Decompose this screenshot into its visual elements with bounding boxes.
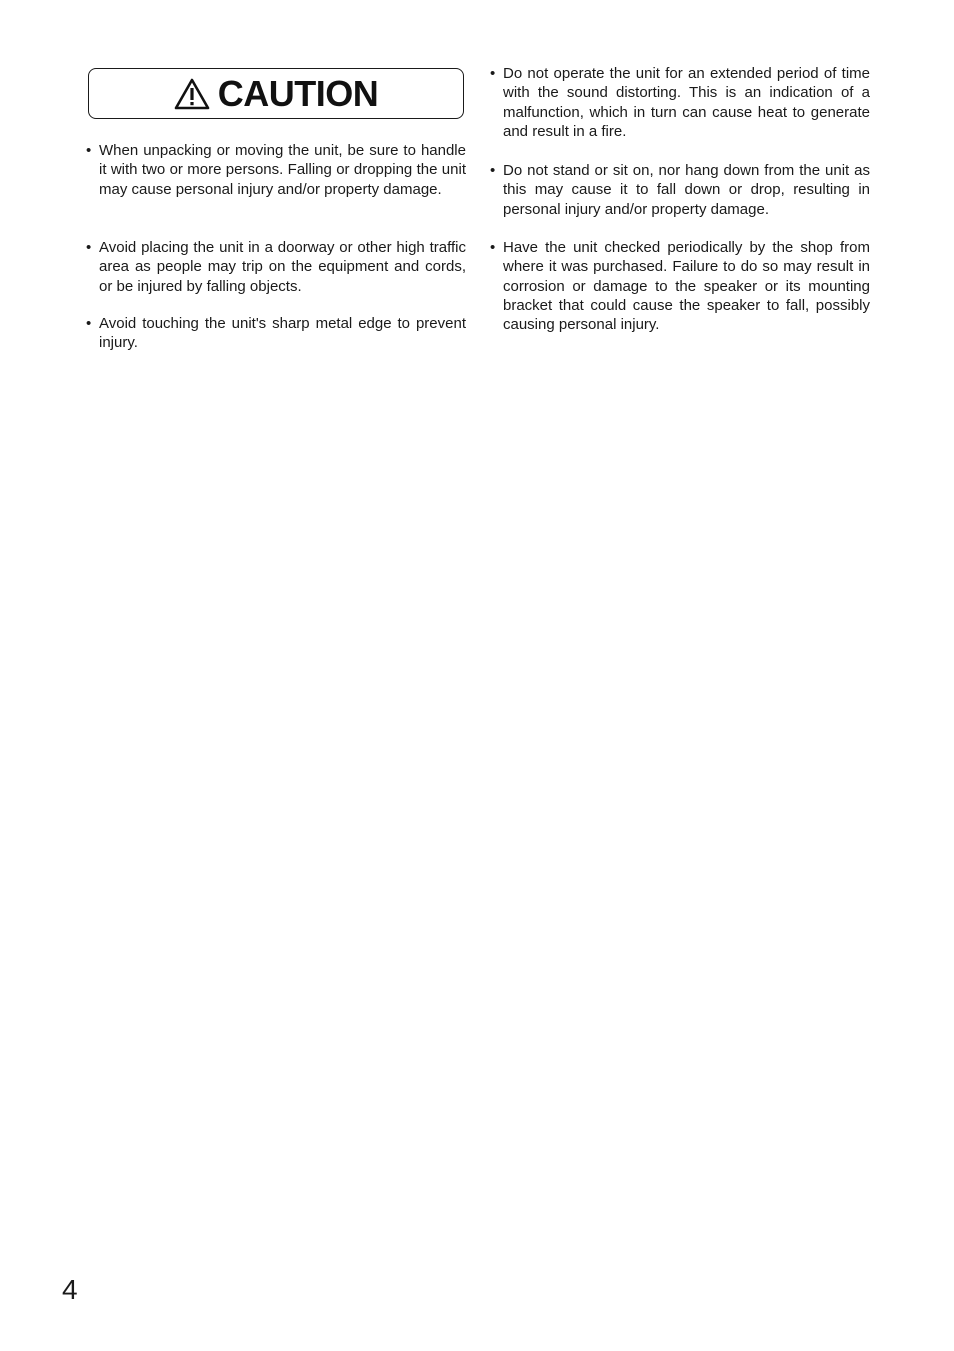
caution-item-text: Do not operate the unit for an extended period of time with the sound distorting. This is an indication of a malfunction, which in turn can cause heat to generate and result in a fire. bbox=[503, 65, 870, 140]
caution-item-distortion bbox=[490, 64, 870, 141]
caution-item-sharp-edge bbox=[86, 314, 466, 353]
caution-header bbox=[88, 68, 464, 119]
caution-item-text: When unpacking or moving the unit, be sure to handle it with two or more persons. Falling or dropping the unit may cause personal injury and/or property damage. bbox=[99, 142, 466, 198]
page-number: 4 bbox=[62, 1274, 78, 1305]
caution-item-stand-sit bbox=[490, 161, 870, 219]
bullet-dot: • bbox=[86, 315, 92, 332]
caution-title: CAUTION bbox=[217, 72, 379, 114]
caution-item-text: Do not stand or sit on, nor hang down from the unit as this may cause it to fall down or drop, resulting in personal injury and/or property damage. bbox=[503, 162, 870, 218]
warning-triangle-icon bbox=[174, 78, 210, 110]
caution-item-text: Avoid touching the unit's sharp metal edge to prevent injury. bbox=[99, 315, 466, 352]
caution-item-unpacking bbox=[86, 141, 466, 199]
bullet-dot: • bbox=[490, 65, 496, 82]
bullet-dot: • bbox=[490, 239, 496, 256]
bullet-dot: • bbox=[86, 239, 92, 256]
bullet-dot: • bbox=[86, 142, 92, 159]
caution-item-periodic-check bbox=[490, 238, 870, 334]
bullet-dot: • bbox=[490, 162, 496, 179]
caution-item-doorway bbox=[86, 238, 466, 296]
caution-item-text: Have the unit checked periodically by the shop from where it was purchased. Failure to do so may result in corrosion or damage to the speaker or its mounting bracket that could cause the speaker to fall, possibly causing personal injury. bbox=[503, 239, 870, 334]
caution-item-text: Avoid placing the unit in a doorway or other high traffic area as people may trip on the equipment and cords, or be injured by falling objects. bbox=[99, 239, 466, 295]
